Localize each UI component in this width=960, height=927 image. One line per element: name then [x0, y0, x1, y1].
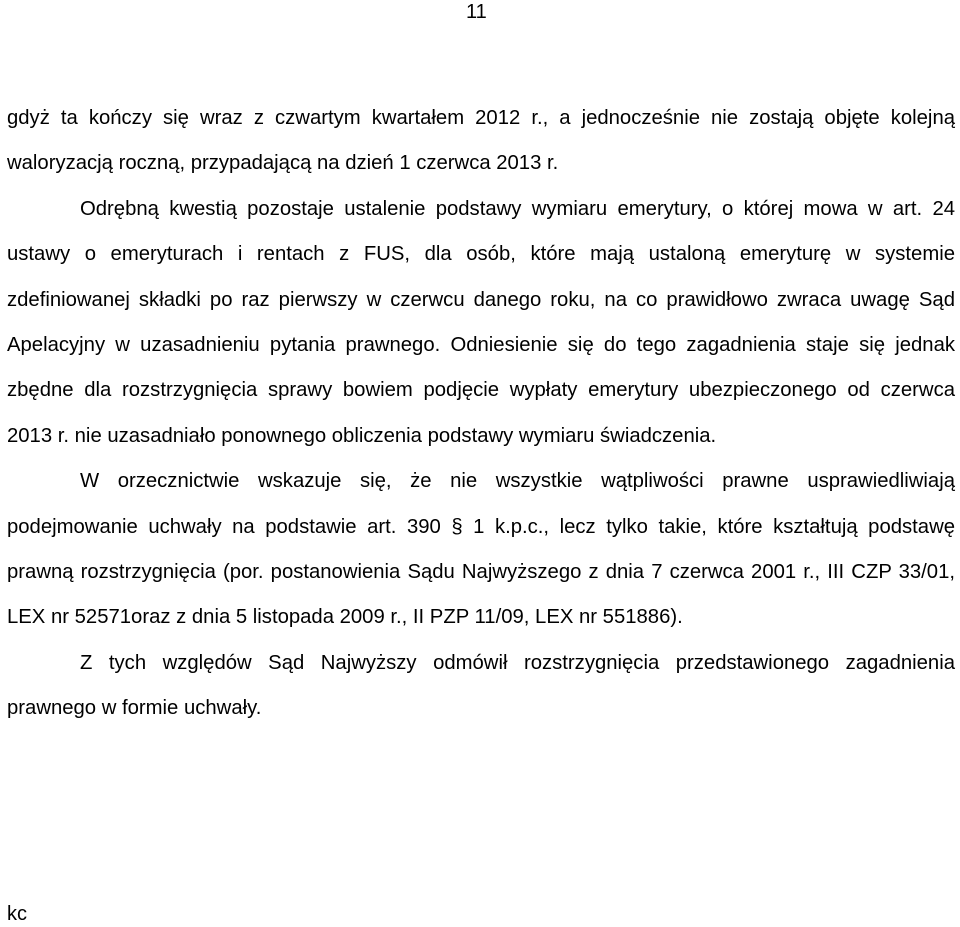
- document-body: [7, 96, 955, 732]
- paragraph-case-law: W orzecznictwie wskazuje się, że nie wszystkie wątpliwości prawne usprawiedliwiają podejmowanie uchwały na podstawie art. 390 § 1 k.p.c., lecz tylko takie, które kształtują podstawę prawną rozstrzygnięcia (por. postanowienia Sądu Najwyższego z dnia 7 czerwca 2001 r., III CZP 33/01, LEX nr 52571oraz z dnia 5 listopada 2009 r., II PZP 11/09, LEX nr 551886).: [7, 470, 955, 629]
- page-number: 11: [466, 1, 487, 23]
- footer-initials: kc: [7, 903, 27, 925]
- paragraph-calculation-basis: Odrębną kwestią pozostaje ustalenie podstawy wymiaru emerytury, o której mowa w art. 24 ustawy o emeryturach i rentach z FUS, dla osób, które mają ustaloną emeryturę w systemie zdefiniowanej składki po raz pierwszy w czerwcu danego roku, na co prawidłowo zwraca uwagę Sąd Apelacyjny w uzasadnieniu pytania prawnego. Odniesienie się do tego zagadnienia staje się jednak zbędne dla rozstrzygnięcia sprawy bowiem podjęcie wypłaty emerytury ubezpieczonego od czerwca 2013 r. nie uzasadniało ponownego obliczenia podstawy wymiaru świadczenia.: [7, 197, 955, 447]
- paragraph-conclusion: Z tych względów Sąd Najwyższy odmówił rozstrzygnięcia przedstawionego zagadnienia prawnego w formie uchwały.: [7, 651, 955, 720]
- paragraph-continuation: gdyż ta kończy się wraz z czwartym kwartałem 2012 r., a jednocześnie nie zostają objęte kolejną waloryzacją roczną, przypadającą na dzień 1 czerwca 2013 r.: [7, 107, 955, 175]
